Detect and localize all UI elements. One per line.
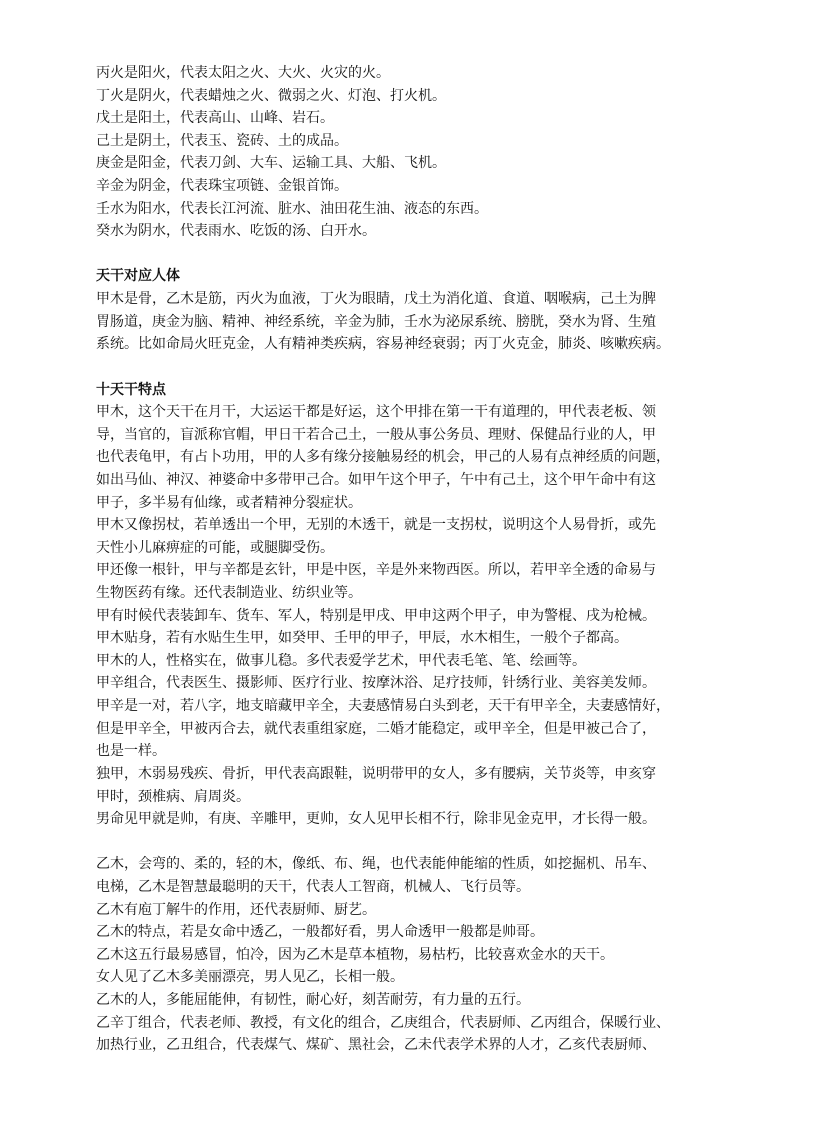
text-line: 也代表龟甲，有占卜功用，甲的人多有缘分接触易经的机会，甲己的人易有点神经质的问题， bbox=[96, 449, 670, 466]
text-line: 乙辛丁组合，代表老师、教授，有文化的组合，乙庚组合，代表厨师、乙丙组合，保暖行业、 bbox=[96, 1014, 670, 1031]
text-line: 加热行业，乙丑组合，代表煤气、煤矿、黑社会，乙未代表学术界的人才，乙亥代表厨师、 bbox=[96, 1037, 656, 1054]
text-line: 壬水为阳水，代表长江河流、脏水、油田花生油、液态的东西。 bbox=[96, 200, 488, 217]
text-line: 电梯，乙木是智慧最聪明的天干，代表人工智商，机械人、飞行员等。 bbox=[96, 878, 530, 895]
section-heading-ten-stems-traits: 十天干特点 bbox=[96, 381, 166, 398]
text-line: 系统。比如命局火旺克金，人有精神类疾病，容易神经衰弱；丙丁火克金，肺炎、咳嗽疾病。 bbox=[96, 336, 670, 353]
text-line: 戊土是阳土，代表高山、山峰、岩石。 bbox=[96, 110, 334, 127]
text-line: 甲辛是一对，若八字，地支暗藏甲辛全，夫妻感情易白头到老，天干有甲辛全，夫妻感情好， bbox=[96, 698, 670, 715]
text-line: 癸水为阴水，代表雨水、吃饭的汤、白开水。 bbox=[96, 223, 376, 240]
text-line: 甲有时候代表装卸车、货车、军人，特别是甲戌、甲申这两个甲子，申为警棍、戌为枪械。 bbox=[96, 607, 656, 624]
text-line: 丙火是阳火，代表太阳之火、大火、火灾的火。 bbox=[96, 65, 390, 81]
document-body bbox=[96, 62, 726, 1057]
blank-line bbox=[96, 243, 726, 266]
text-line: 独甲，木弱易残疾、骨折，甲代表高跟鞋，说明带甲的女人，多有腰病，关节炎等，申亥穿 bbox=[96, 765, 656, 782]
text-line: 甲木又像拐杖，若单透出一个甲，无别的木透干，就是一支拐杖，说明这个人易骨折，或先 bbox=[96, 517, 656, 534]
text-line: 但是甲辛全，甲被丙合去，就代表重组家庭，二婚才能稳定，或甲辛全，但是甲被己合了， bbox=[96, 720, 656, 737]
text-line: 甲辛组合，代表医生、摄影师、医疗行业、按摩沐浴、足疗技师，针绣行业、美容美发师。 bbox=[96, 675, 656, 692]
text-line: 胃肠道，庚金为脑、精神、神经系统，辛金为肺，壬水为泌尿系统、膀胱，癸水为肾、生殖 bbox=[96, 313, 656, 330]
text-line: 男命见甲就是帅，有庚、辛雕甲，更帅，女人见甲长相不行，除非见金克甲，才长得一般。 bbox=[96, 811, 656, 828]
blank-line bbox=[96, 356, 726, 379]
paragraph-jia-wood bbox=[96, 401, 726, 831]
text-line: 甲时，颈椎病、肩周炎。 bbox=[96, 788, 250, 805]
text-line: 乙木的人，多能屈能伸，有韧性，耐心好，刻苦耐劳，有力量的五行。 bbox=[96, 991, 530, 1008]
text-line: 甲还像一根针，甲与辛都是玄针，甲是中医，辛是外来物西医。所以，若甲辛全透的命易与 bbox=[96, 562, 656, 579]
text-line: 也是一样。 bbox=[96, 743, 166, 760]
text-line: 乙木的特点，若是女命中透乙，一般都好看，男人命透甲一般都是帅哥。 bbox=[96, 924, 544, 941]
text-line: 女人见了乙木多美丽漂亮，男人见乙，长相一般。 bbox=[96, 969, 404, 986]
blank-line bbox=[96, 831, 726, 854]
text-line: 甲木，这个天干在月干，大运运干都是好运，这个甲排在第一干有道理的，甲代表老板、领 bbox=[96, 404, 656, 421]
text-line: 己土是阴土，代表玉、瓷砖、土的成品。 bbox=[96, 132, 348, 149]
text-line: 生物医药有缘。还代表制造业、纺织业等。 bbox=[96, 585, 362, 602]
section-heading-body-correspondence: 天干对应人体 bbox=[96, 268, 180, 285]
text-line: 辛金为阴金，代表珠宝项链、金银首饰。 bbox=[96, 178, 348, 195]
paragraph-heavenly-stems-fire-earth-metal-water bbox=[96, 62, 726, 243]
text-line: 甲木贴身，若有水贴生生甲，如癸甲、壬甲的甲子，甲辰，水木相生，一般个子都高。 bbox=[96, 630, 628, 647]
text-line: 乙木这五行最易感冒，怕冷，因为乙木是草本植物，易枯朽，比较喜欢金水的天干。 bbox=[96, 946, 614, 963]
text-line: 乙木有庖丁解牛的作用，还代表厨师、厨艺。 bbox=[96, 901, 376, 918]
text-line: 甲木是骨，乙木是筋，丙火为血液，丁火为眼睛，戊土为消化道、食道、咽喉病，己土为脾 bbox=[96, 291, 656, 308]
text-line: 如出马仙、神汉、神婆命中多带甲己合。如甲午这个甲子，午中有己土，这个甲午命中有这 bbox=[96, 471, 656, 488]
text-line: 甲子，多半易有仙缘，或者精神分裂症状。 bbox=[96, 494, 362, 511]
text-line: 乙木，会弯的、柔的，轻的木，像纸、布、绳，也代表能伸能缩的性质，如挖掘机、吊车、 bbox=[96, 856, 656, 873]
text-line: 导，当官的，盲派称官帽，甲日干若合己土，一般从事公务员、理财、保健品行业的人，甲 bbox=[96, 426, 656, 443]
text-line: 天性小儿麻痹症的可能，或腿脚受伤。 bbox=[96, 539, 334, 556]
text-line: 丁火是阴火，代表蜡烛之火、微弱之火、灯泡、打火机。 bbox=[96, 87, 446, 104]
paragraph-body-correspondence bbox=[96, 288, 726, 356]
paragraph-yi-wood bbox=[96, 853, 726, 1056]
text-line: 庚金是阳金，代表刀剑、大车、运输工具、大船、飞机。 bbox=[96, 155, 446, 172]
text-line: 甲木的人，性格实在，做事儿稳。多代表爱学艺术，甲代表毛笔、笔、绘画等。 bbox=[96, 652, 586, 669]
